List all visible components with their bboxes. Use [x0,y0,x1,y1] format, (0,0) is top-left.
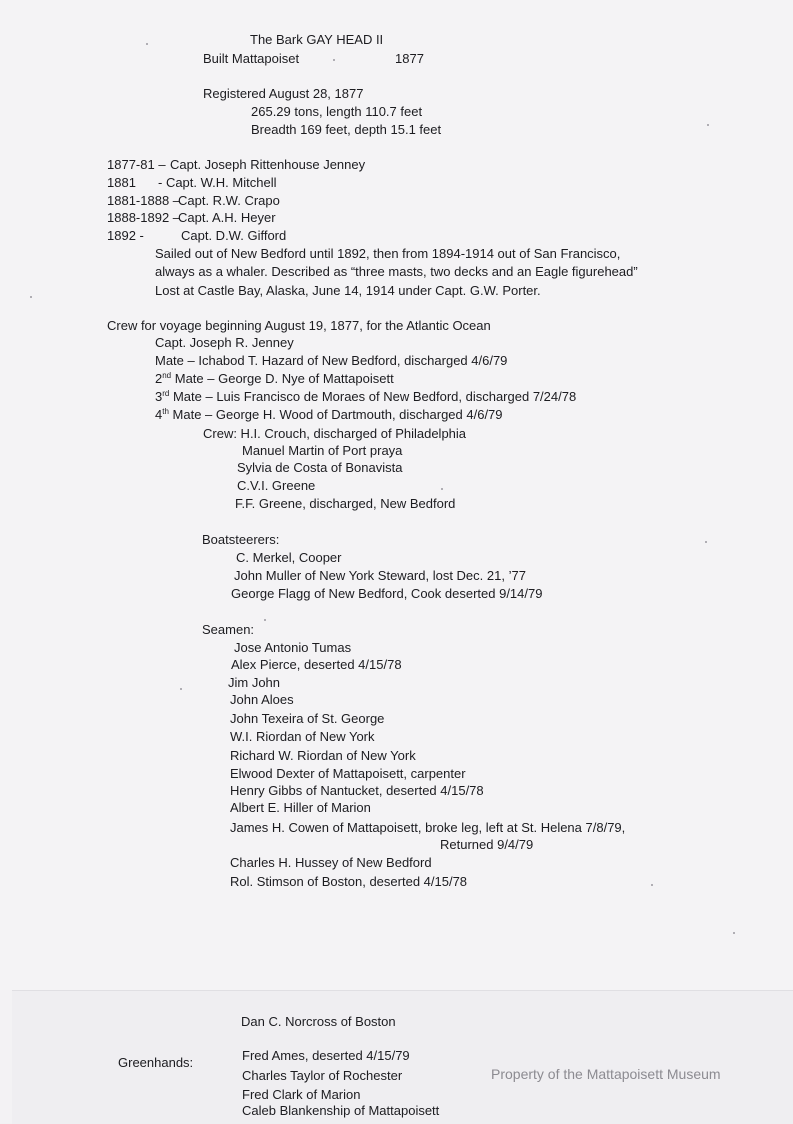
captain-years: 1877-81 – [107,157,166,172]
scan-speck [333,59,335,61]
seaman-entry: John Aloes [230,692,294,707]
tonnage-length: 265.29 tons, length 110.7 feet [251,104,423,119]
seamen-label: Seamen: [202,622,255,637]
greenhand-entry: Caleb Blankenship of Mattapoisett [242,1103,440,1118]
registered-date: Registered August 28, 1877 [203,86,364,101]
boatsteerer-entry: George Flagg of New Bedford, Cook deserted 9/14/79 [231,586,543,601]
history-line: Sailed out of New Bedford until 1892, then from 1894-1914 out of San Francisco, [155,246,621,261]
built-year: 1877 [395,51,424,66]
scan-speck [705,541,707,543]
history-line: always as a whaler. Described as “three masts, two decks and an Eagle figurehead” [155,264,638,279]
ordinal-suffix: th [162,407,169,416]
mate-text: Mate – George D. Nye of Mattapoisett [171,371,394,386]
captain-years: 1892 - [107,228,144,243]
crew-member: Manuel Martin of Port praya [242,443,403,458]
scan-speck [733,932,735,934]
captain-name: Capt. Joseph Rittenhouse Jenney [170,157,366,172]
scan-speck [651,884,653,886]
seaman-entry: John Texeira of St. George [230,711,385,726]
built-label: Built Mattapoiset [203,51,300,66]
captain-name: Capt. R.W. Crapo [178,193,280,208]
seaman-entry: Elwood Dexter of Mattapoisett, carpenter [230,766,466,781]
crew-member: Sylvia de Costa of Bonavista [237,460,403,475]
captain-years: 1881-1888 – [107,193,181,208]
second-mate-entry [155,371,394,387]
ordinal-suffix: nd [162,371,172,380]
seaman-entry: James H. Cowen of Mattapoisett, broke leg, left at St. Helena 7/8/79, [230,820,626,835]
crew-member: F.F. Greene, discharged, New Bedford [235,496,456,511]
scan-speck [30,296,32,298]
captain-name: Capt. A.H. Heyer [178,210,276,225]
ordinal-number: 4 [155,407,163,422]
scan-speck [441,488,443,490]
scan-speck [146,43,148,45]
boatsteerer-entry: John Muller of New York Steward, lost Dec. 21, ’77 [234,568,526,583]
third-mate-entry [155,389,576,405]
fourth-mate-entry [155,407,503,423]
crew-first-entry: Crew: H.I. Crouch, discharged of Philadelphia [203,426,467,441]
captain-years: 1881 [107,175,136,190]
seaman-entry: W.I. Riordan of New York [230,729,375,744]
vessel-title: The Bark GAY HEAD II [250,32,384,47]
captain-years: 1888-1892 – [107,210,181,225]
ordinal-suffix: rd [162,389,170,398]
greenhand-entry: Fred Ames, deserted 4/15/79 [242,1048,410,1063]
seaman-entry: Dan C. Norcross of Boston [241,1014,396,1029]
greenhand-entry: Fred Clark of Marion [242,1087,361,1102]
ordinal-number: 2 [155,371,163,386]
breadth-depth: Breadth 169 feet, depth 15.1 feet [251,122,442,137]
scan-speck [707,124,709,126]
mate-text: Mate – Luis Francisco de Moraes of New Bedford, discharged 7/24/78 [169,389,577,404]
scan-speck [180,688,182,690]
seaman-entry: Albert E. Hiller of Marion [230,800,371,815]
greenhands-label: Greenhands: [118,1055,194,1070]
boatsteerer-entry: C. Merkel, Cooper [236,550,342,565]
seaman-entry: Jose Antonio Tumas [234,640,352,655]
seaman-entry-continued: Returned 9/4/79 [440,837,534,852]
mate-entry: Mate – Ichabod T. Hazard of New Bedford, discharged 4/6/79 [155,353,508,368]
mate-text: Mate – George H. Wood of Dartmouth, discharged 4/6/79 [168,407,503,422]
captain-name: - Capt. W.H. Mitchell [158,175,277,190]
captain-entry: Capt. Joseph R. Jenney [155,335,294,350]
seaman-entry: Rol. Stimson of Boston, deserted 4/15/78 [230,874,468,889]
boatsteerers-label: Boatsteerers: [202,532,280,547]
seaman-entry: Richard W. Riordan of New York [230,748,416,763]
museum-watermark: Property of the Mattapoisett Museum [491,1066,721,1082]
crew-member: C.V.I. Greene [237,478,316,493]
scan-speck [264,619,266,621]
seaman-entry: Henry Gibbs of Nantucket, deserted 4/15/78 [230,783,484,798]
crew-heading: Crew for voyage beginning August 19, 1877, for the Atlantic Ocean [107,318,491,333]
ordinal-number: 3 [155,389,163,404]
captain-name: Capt. D.W. Gifford [181,228,287,243]
seaman-entry: Alex Pierce, deserted 4/15/78 [231,657,402,672]
history-line: Lost at Castle Bay, Alaska, June 14, 1914 under Capt. G.W. Porter. [155,283,541,298]
seaman-entry: Charles H. Hussey of New Bedford [230,855,432,870]
greenhand-entry: Charles Taylor of Rochester [242,1068,403,1083]
seaman-entry: Jim John [228,675,281,690]
